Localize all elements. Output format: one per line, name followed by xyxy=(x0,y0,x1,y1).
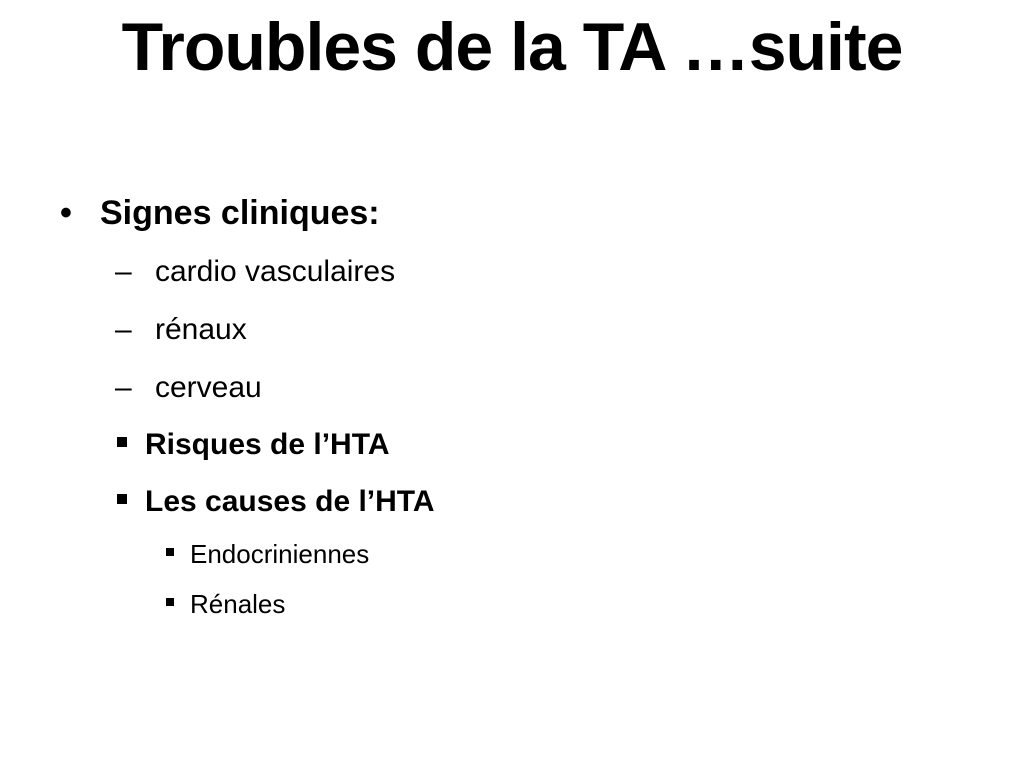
dash-bullet: – xyxy=(115,313,132,346)
bullet-dot: • xyxy=(60,194,72,232)
dash-bullet: – xyxy=(115,371,132,404)
square-bullet-icon xyxy=(166,548,174,556)
square-bullet-icon xyxy=(166,598,174,606)
slide-title: Troubles de la TA …suite xyxy=(121,9,903,85)
item-cardio-vasculaires: cardio vasculaires xyxy=(155,255,396,288)
item-renales: Rénales xyxy=(190,589,286,619)
item-renaux: rénaux xyxy=(155,313,247,346)
item-causes-hta: Les causes de l’HTA xyxy=(145,485,435,518)
item-cerveau: cerveau xyxy=(155,371,262,404)
bullet-signes-cliniques: Signes cliniques: xyxy=(100,194,380,232)
square-bullet-icon xyxy=(117,437,127,447)
item-risques-hta: Risques de l’HTA xyxy=(145,428,390,461)
item-endocriniennes: Endocriniennes xyxy=(190,539,370,569)
dash-bullet: – xyxy=(115,255,132,288)
square-bullet-icon xyxy=(117,494,127,504)
